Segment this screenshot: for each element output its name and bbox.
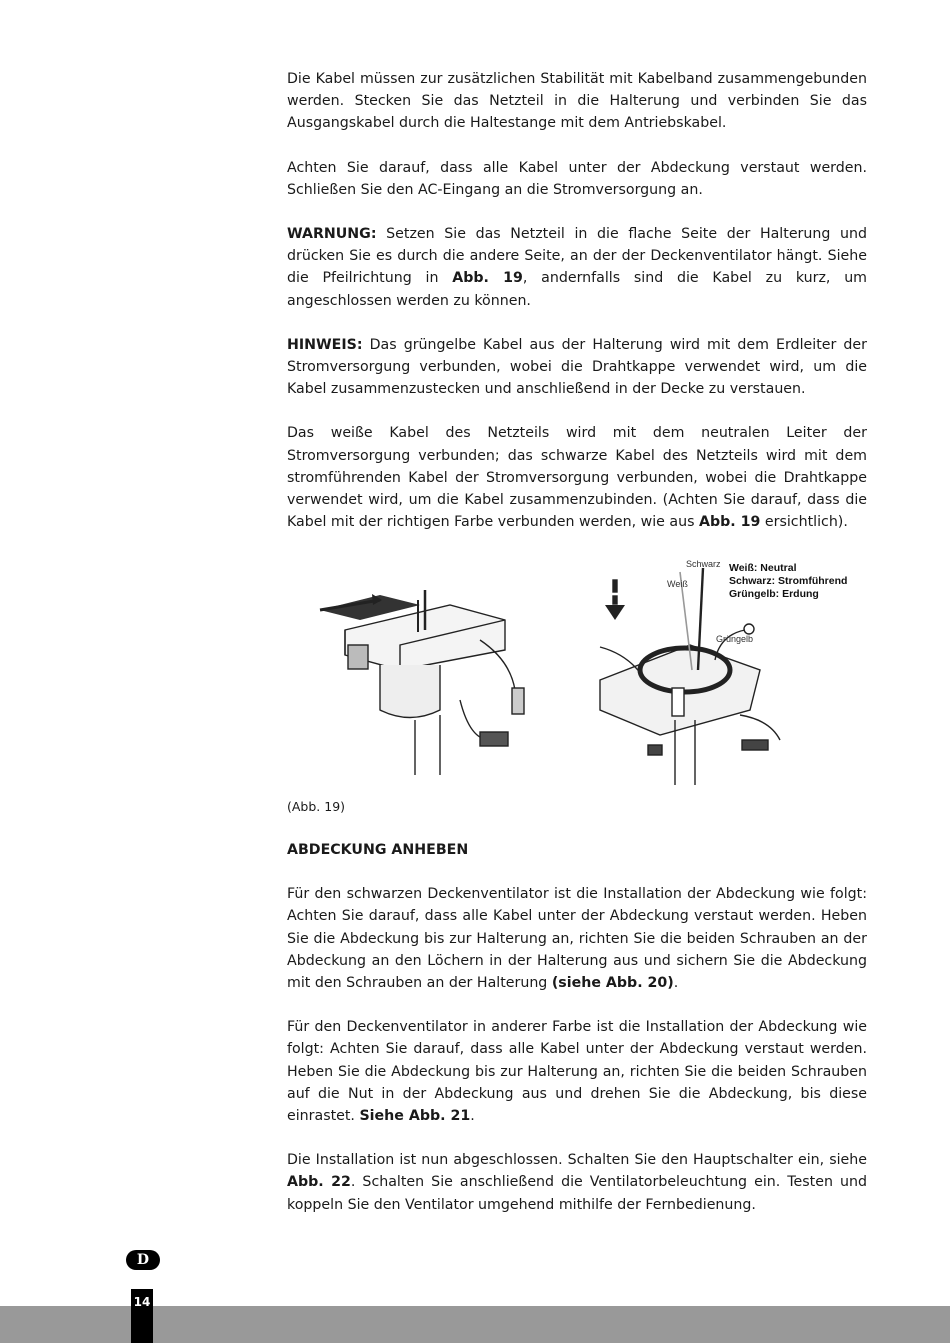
- other-fan-ref: Siehe Abb. 21: [359, 1108, 471, 1125]
- legend-live: Schwarz: Stromführend: [729, 575, 848, 587]
- body-text-bottom: [287, 839, 867, 1216]
- complete-end: . Schalten Sie anschließend die Ventilatorbeleuchtung ein. Testen und koppeln Sie den Ventilator umgehend mithilfe der Fernbedienung.: [287, 1174, 867, 1213]
- wire-colors-figure-ref: Abb. 19: [699, 514, 761, 531]
- connector-right-lower: [742, 740, 768, 750]
- warning-label: WARNUNG:: [287, 226, 377, 243]
- warning-text: Setzen Sie das Netzteil in die flache Seite der Halterung und drücken Sie es durch die andere Seite, an der der Deckenventilator hängt. Siehe die Pfeilrichtung in: [287, 226, 867, 287]
- paragraph-installation-complete: [287, 1149, 867, 1216]
- paragraph-note: [287, 334, 867, 401]
- black-fan-text: Für den schwarzen Deckenventilator ist die Installation der Abdeckung wie folgt: Achten Sie darauf, dass alle Kabel unter der Abdeckung verstaut werden. Heben Sie die Abdeckung bis zur Halterung an, richten Sie die beiden Schrauben an der Abdeckung an den Löchern in der Halterung aus und sichern Sie die Abdeckung mit den Schrauben an der Halterung: [287, 886, 867, 992]
- screw-left: [348, 645, 368, 669]
- label-schwarz: Schwarz: [686, 559, 721, 569]
- mount-body: [380, 665, 440, 718]
- black-fan-end: .: [673, 975, 679, 992]
- connector-left-lower: [648, 745, 662, 755]
- ground-symbol-icon: [744, 624, 754, 634]
- complete-text: Die Installation ist nun abgeschlossen. Schalten Sie den Hauptschalter ein, siehe: [287, 1152, 867, 1169]
- paragraph-wire-colors: [287, 422, 867, 533]
- wire-colors-text: Das weiße Kabel des Netzteils wird mit dem neutralen Leiter der Stromversorgung verbunden; das schwarze Kabel des Netzteils wird mit dem stromführenden Kabel der Stromversorgung verbunden, wobei die Drahtkappe verwendet wird, um die Kabel zusammenzubinden. (Achten Sie darauf, dass die Kabel mit der richtigen Farbe verbunden werden, wie aus: [287, 425, 867, 531]
- note-label: HINWEIS:: [287, 336, 363, 353]
- page-number-box: [131, 1289, 153, 1343]
- connector-lower: [480, 732, 508, 746]
- wire-colors-text-end: ersichtlich).: [760, 514, 848, 531]
- legend-ground: Grüngelb: Erdung: [729, 588, 819, 600]
- language-badge: D: [126, 1250, 160, 1270]
- paragraph-black-fan: [287, 883, 867, 994]
- complete-ref: Abb. 22: [287, 1174, 351, 1191]
- label-weiss: Weiß: [667, 579, 688, 589]
- page-number: 14: [133, 1295, 151, 1309]
- section-heading: ABDECKUNG ANHEBEN: [287, 842, 469, 858]
- down-arrow-stem-1: [613, 580, 617, 592]
- wiring-illustration: [300, 550, 860, 795]
- warning-figure-ref: Abb. 19: [452, 270, 523, 287]
- other-fan-end: .: [470, 1108, 475, 1125]
- wire-right-loop: [740, 715, 780, 740]
- other-fan-text: Für den Deckenventilator in anderer Farbe ist die Installation der Abdeckung wie folgt: Achten Sie darauf, dass alle Kabel unter der Abdeckung verstaut werden. Heben Sie die Abdeckung bis zur Halterung an, richten Sie die beiden Schrauben auf die Nut in der Abdeckung aus und drehen Sie die Abdeckung, bis diese einrastet.: [287, 1019, 867, 1125]
- warning-text-end: , andernfalls sind die Kabel zu kurz, um angeschlossen werden zu können.: [287, 270, 867, 309]
- figure-caption: (Abb. 19): [287, 799, 346, 814]
- label-gruengelb: Grüngelb: [716, 634, 754, 644]
- down-rod: [415, 715, 440, 775]
- paragraph-cable-ties: Die Kabel müssen zur zusätzlichen Stabilität mit Kabelband zusammengebunden werden. Stecken Sie das Netzteil in die Halterung und verbinden Sie das Ausgangskabel durch die Haltestange mit dem Antriebskabel.: [287, 71, 867, 132]
- paragraph-warning: [287, 223, 867, 312]
- rod-top: [672, 688, 684, 716]
- note-text: Das grüngelbe Kabel aus der Halterung wird mit dem Erdleiter der Stromversorgung verbunden, wobei die Drahtkappe verwendet wird, um die Kabel zusammenzustecken und anschließend in der Decke zu verstauen.: [287, 336, 867, 398]
- paragraph-stow-cables: Achten Sie darauf, dass alle Kabel unter der Abdeckung verstaut werden. Schließen Sie den AC-Eingang an die Stromversorgung an.: [287, 159, 867, 198]
- black-fan-ref: (siehe Abb. 20): [551, 975, 674, 992]
- body-text-top: [287, 68, 867, 533]
- connector-right: [512, 688, 524, 714]
- down-arrow-stem-2: [613, 596, 617, 604]
- down-arrow-tip: [605, 605, 625, 620]
- left-mount-drawing: [320, 590, 524, 775]
- right-mount-drawing: [600, 568, 780, 785]
- paragraph-other-color-fan: [287, 1016, 867, 1127]
- legend-neutral: Weiß: Neutral: [729, 562, 797, 574]
